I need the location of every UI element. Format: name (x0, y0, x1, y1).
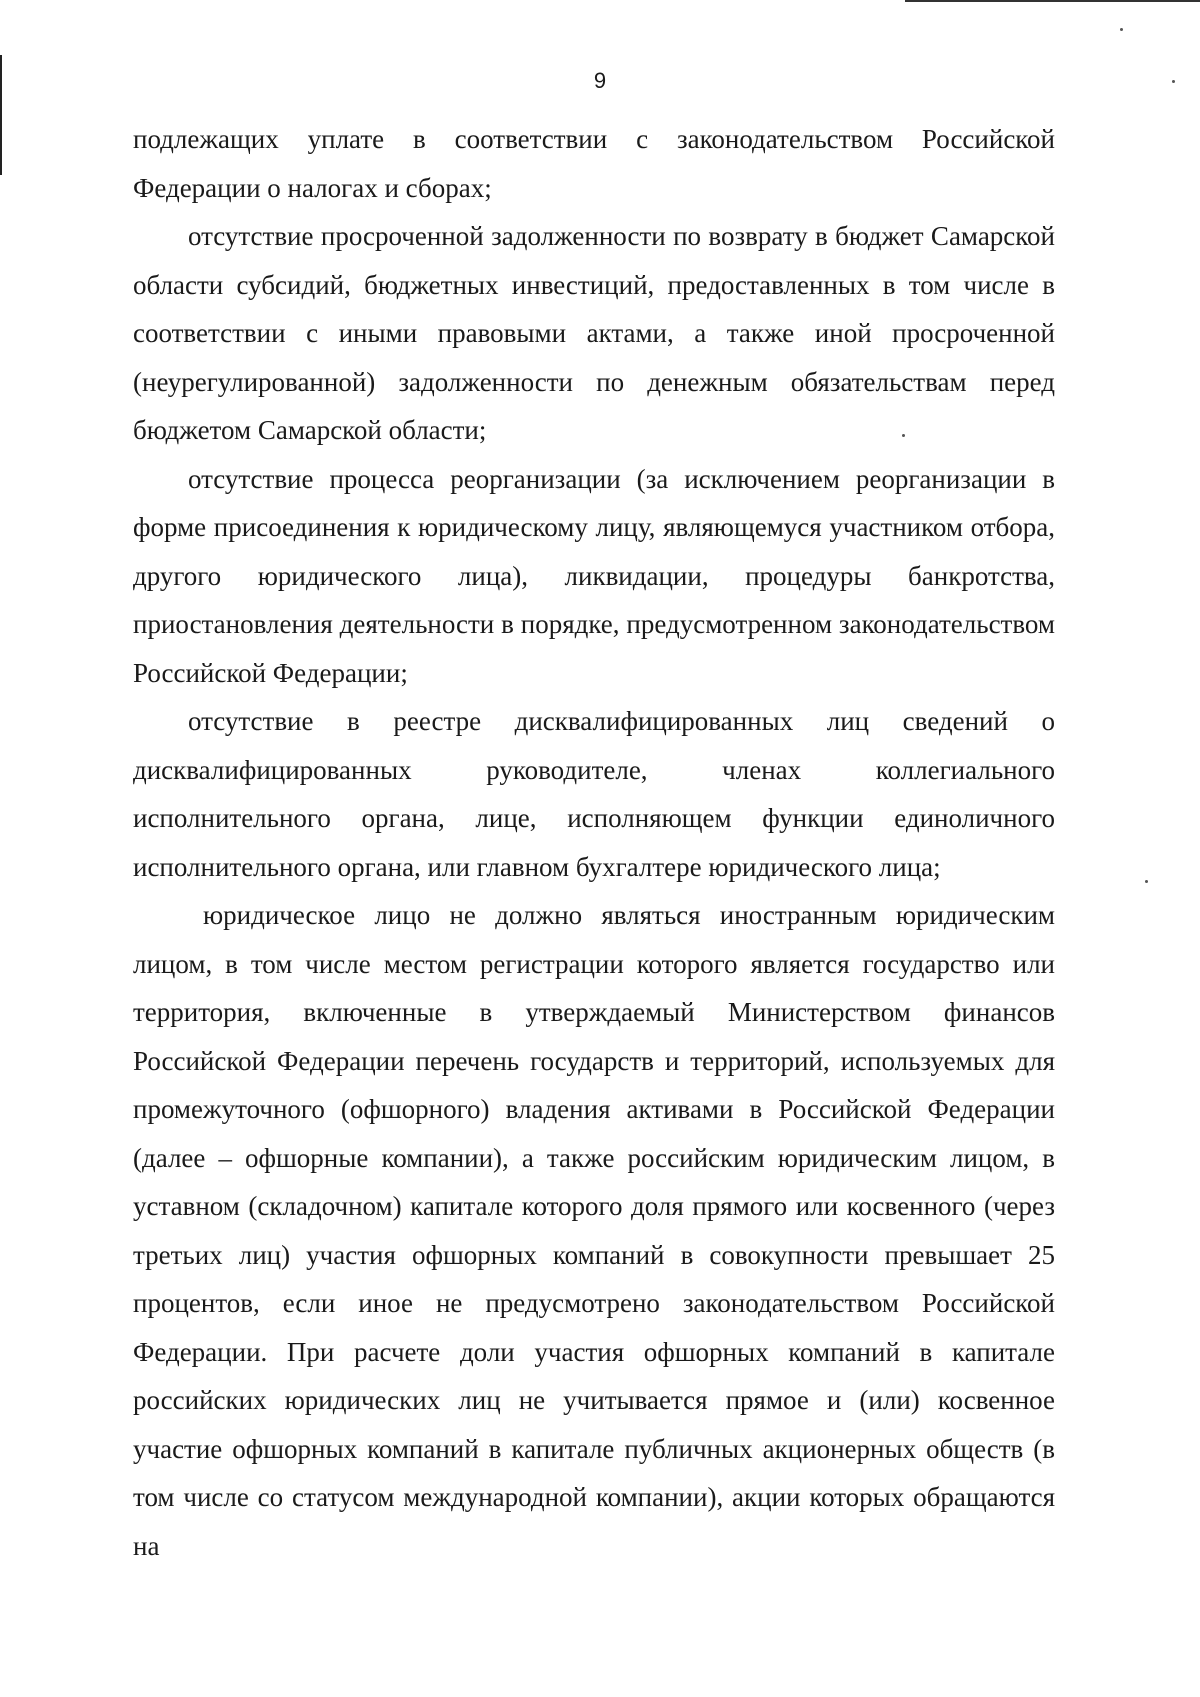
scan-edge-mark-top (905, 0, 1200, 2)
paragraph-no-disqualified-persons: отсутствие в реестре дисквалифицированных лиц сведений о дисквалифицированных руководителе, членах коллегиального исполнительного органа, лице, исполняющем функции единоличного исполнительного органа, или главном бухгалтере юридического лица; (133, 706, 1055, 882)
page-number: 9 (593, 68, 607, 93)
paragraph-no-reorganization: отсутствие процесса реорганизации (за исключением реорганизации в форме присоединения к юридическому лицу, являющемуся участником отбора, другого юридического лица), ликвидации, процедуры банкротства, приостановления деятельности в порядке, предусмотренном законодательством Российской Федерации; (133, 463, 1055, 688)
scan-speck (1145, 880, 1148, 883)
scan-speck (1120, 28, 1123, 31)
paragraph-offshore-restriction: юридическое лицо не должно являться иностранным юридическим лицом, в том числе местом регистрации которого является государство или территория, включенные в утверждаемый Министерством финансов Российской Федерации перечень государств и территорий, используемых для промежуточного (офшорного) владения активами в Российской Федерации (далее – офшорные компании), а также российским юридическим лицом, в уставном (складочном) капитале которого доля прямого или косвенного (через третьих лиц) участия офшорных компаний в совокупности превышает 25 процентов, если иное не предусмотрено законодательством Российской Федерации. При расчете доли участия офшорных компаний в капитале российских юридических лиц не учитывается прямое и (или) косвенное участие офшорных компаний в капитале публичных акционерных обществ (в том числе со статусом международной компании), акции которых обращаются на (133, 900, 1055, 1561)
document-body (133, 115, 1055, 1570)
paragraph-no-overdue-debt: отсутствие просроченной задолженности по возврату в бюджет Самарской области субсидий, бюджетных инвестиций, предоставленных в том числе в соответствии с иными правовыми актами, а также иной просроченной (неурегулированной) задолженности по денежным обязательствам перед бюджетом Самарской области; (133, 221, 1055, 445)
paragraph-tax-obligations: подлежащих уплате в соответствии с законодательством Российской Федерации о налогах и сборах; (133, 124, 1055, 203)
